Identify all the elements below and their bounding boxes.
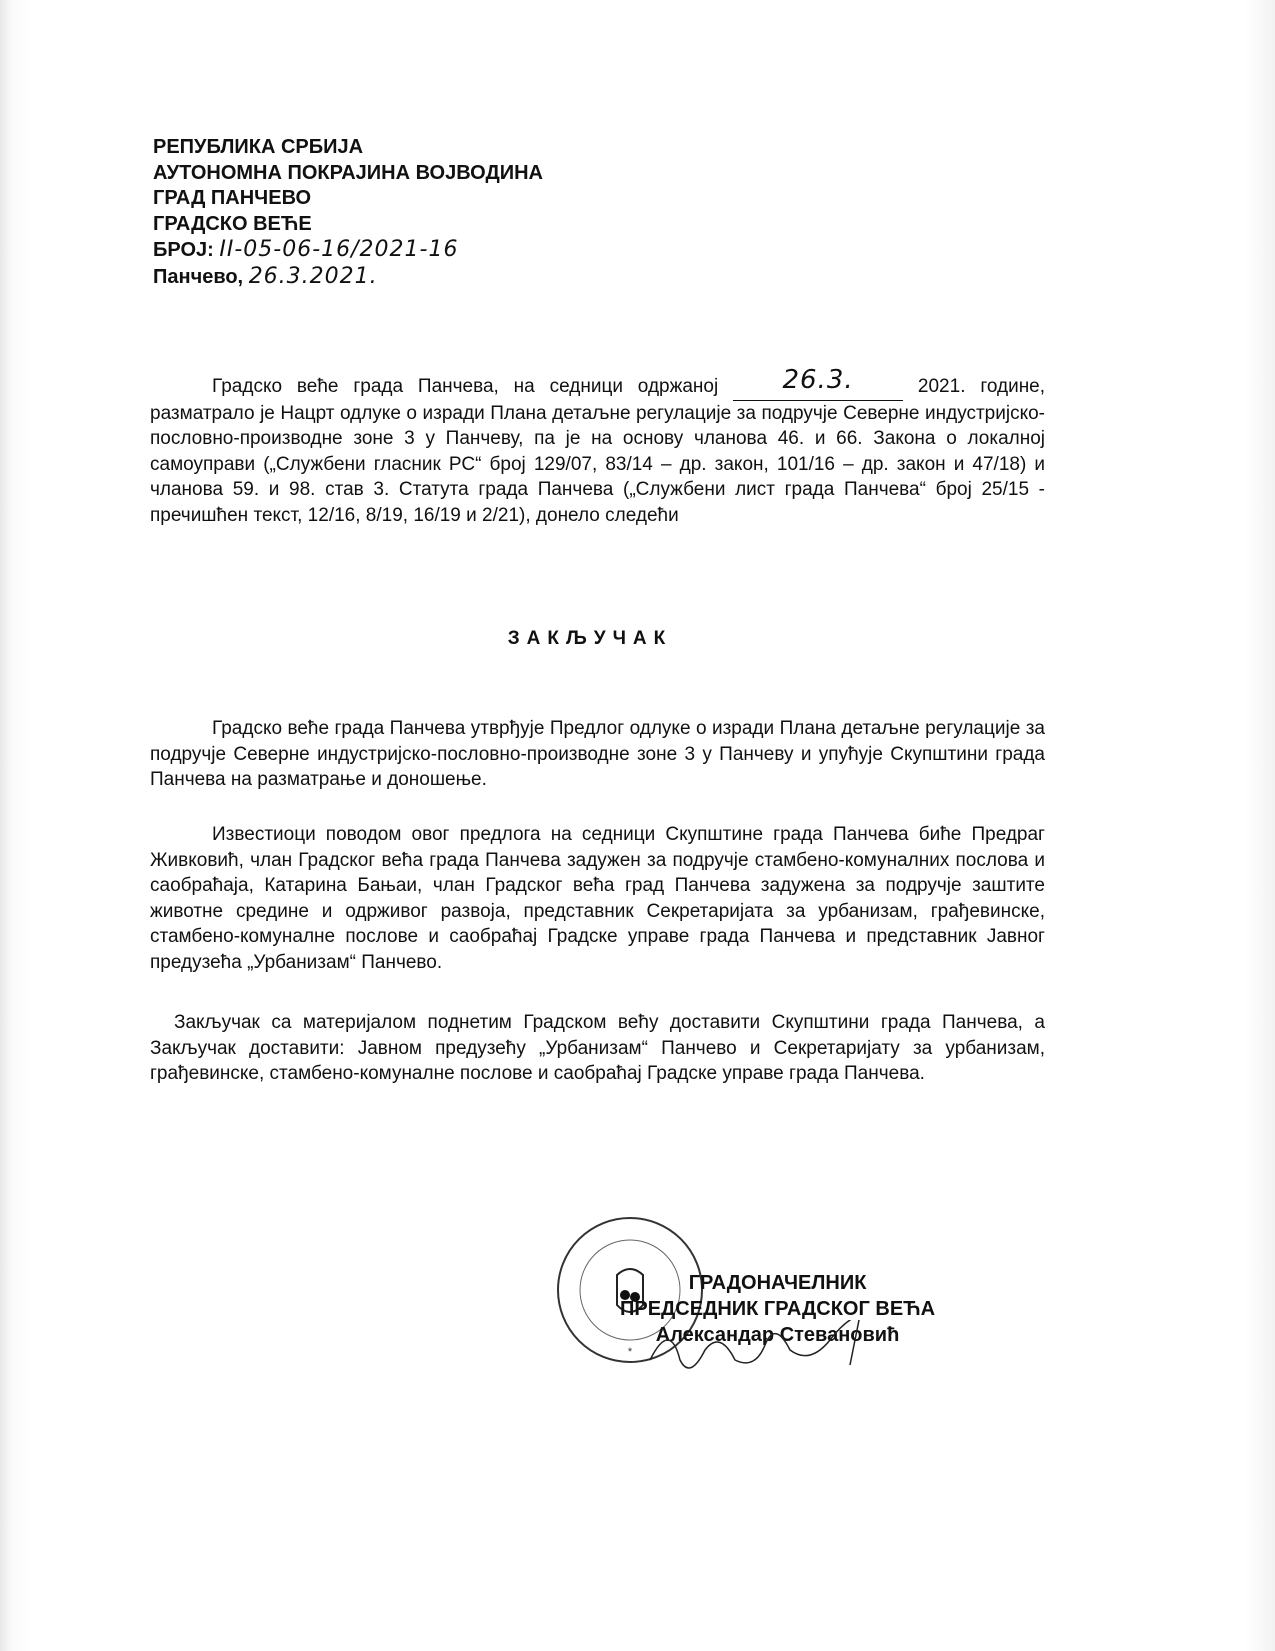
document-date: Панчево, 26.3.2021. — [153, 263, 378, 289]
header-city: ГРАД ПАНЧЕВО — [153, 187, 312, 209]
signature-title-mayor: ГРАДОНАЧЕЛНИК — [688, 1272, 867, 1294]
handwritten-date: 26.3.2021. — [248, 263, 378, 289]
signature-title-president: ПРЕДСЕДНИК ГРАДСКОГ ВЕЋА — [620, 1298, 936, 1320]
conclusion-paragraph-3: Закључак са материјалом поднетим Градском већу доставити Скупштини града Панчева, а Закључак доставити: Јавном предузећу „Урбанизам“ Панчево и Секретаријату за урбанизам, грађевинске, стамбено-комуналне послове и саобраћај Градске управе града Панчева. — [150, 1012, 1045, 1084]
handwritten-signature — [640, 1320, 920, 1380]
intro-paragraph: Градско веће града Панчева, на седници одржаној 26.3. 2021. године, разматрало је Нацрт одлуке о изради Плана детаљне регулације за подручје Северне индустријско-пословно-производне зоне 3 у Панчеву, па је на основу чланова 46. и 66. Закона о локалној самоуправи („Службени гласник РС“ број 129/07, 83/14 – др. закон, 101/16 – др. закон и 47/18) и чланова 59. и 98. став 3. Статута града Панчева („Службени лист града Панчева“ број 25/15 - пречишћен текст, 12/16, 8/19, 16/19 и 2/21), донело следећи — [150, 365, 1046, 526]
header-council: ГРАДСКО ВЕЋЕ — [153, 212, 312, 235]
header-province: АУТОНОМНА ПОКРАЈИНА ВОЈВОДИНА — [153, 161, 543, 184]
document-number: БРОЈ: II-05-06-16/2021-16 — [153, 237, 459, 262]
svg-text:*: * — [627, 1346, 633, 1358]
conclusion-paragraph-1: Градско веће града Панчева утврђује Предлог одлуке о изради Плана детаљне регулације за подручје Северне индустријско-пословно-производне зоне 3 у Панчеву и упућује Скупштини града Панчева на разматрање и доношење. — [150, 718, 1045, 790]
session-date-blank: 26.3. — [733, 372, 903, 401]
document-header — [153, 135, 543, 290]
signatory-name: Александар Стевановић — [655, 1324, 900, 1346]
conclusion-paragraph-2: Известиоци поводом овог предлога на седници Скупштине града Панчева биће Предраг Живковић, члан Градског већа града Панчева задужен за подручје стамбено-комуналних послова и саобраћаја, Катарина Бањаи, члан Градског већа град Панчева задужена за подручје заштите животне средине и одрживог развоја, представник Секретаријата за урбанизам, грађевинске, стамбено-комуналне послове и саобраћај Градске управе града Панчева и представник Јавног предузећа „Урбанизам“ Панчево. — [150, 824, 1045, 973]
document-title: ЗАКЉУЧАК — [507, 628, 673, 649]
handwritten-number: II-05-06-16/2021-16 — [219, 237, 459, 262]
header-republic: РЕПУБЛИКА СРБИЈА — [153, 136, 364, 158]
